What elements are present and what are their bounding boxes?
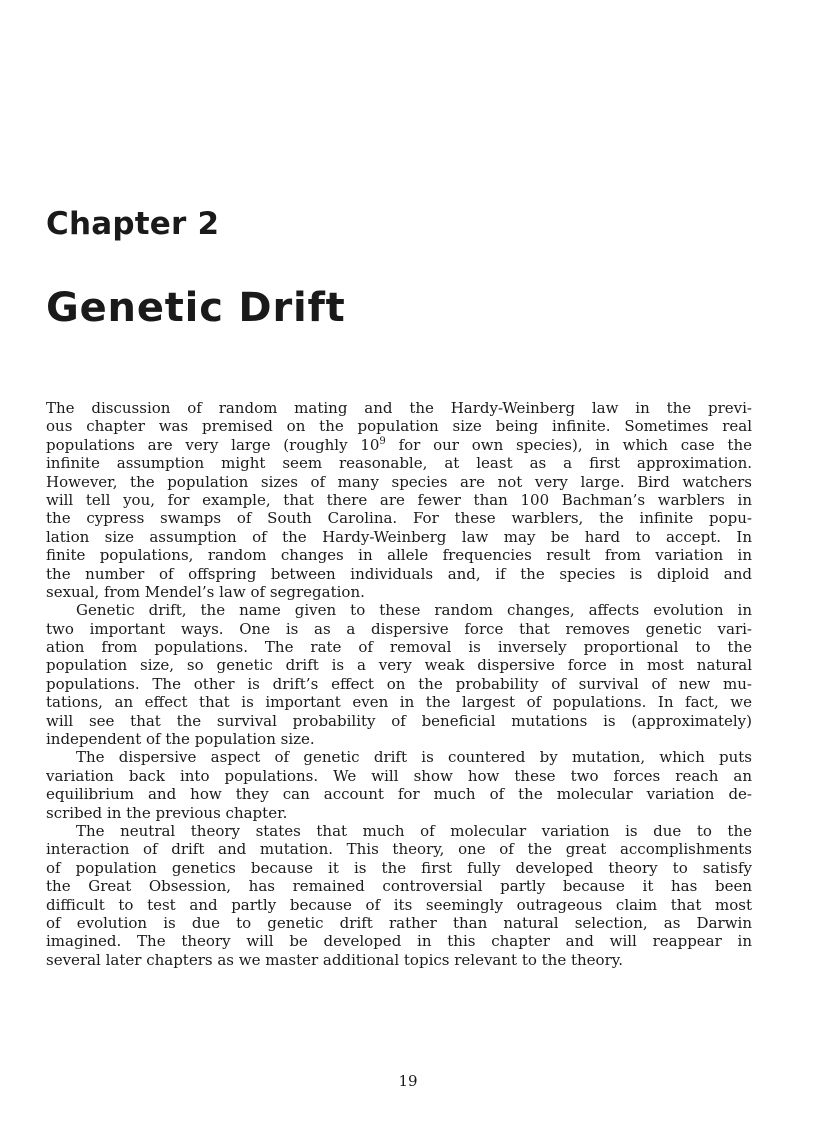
text-line: two important ways. One is as a dispersive force that removes genetic vari- — [46, 619, 752, 638]
paragraph-neutral-theory — [46, 822, 752, 969]
text-fragment: populations are very large (roughly 10 — [46, 435, 380, 454]
text-line: the number of offspring between individuals and, if the species is diploid and — [46, 564, 752, 583]
text-line: several later chapters as we master additional topics relevant to the theory. — [46, 950, 624, 969]
paragraph-intro — [46, 399, 752, 601]
text-line: scribed in the previous chapter. — [46, 803, 288, 822]
text-line: the cypress swamps of South Carolina. For these warblers, the infinite popu- — [46, 509, 752, 528]
paragraph-mutation — [46, 748, 752, 822]
text-line: of population genetics because it is the first fully developed theory to satisfy — [46, 858, 752, 877]
text-line: However, the population sizes of many species are not very large. Bird watchers — [46, 472, 752, 491]
text-line: ous chapter was premised on the population size being infinite. Sometimes real — [46, 417, 752, 436]
text-line — [46, 436, 752, 454]
text-line: imagined. The theory will be developed in this chapter and will reappear in — [46, 932, 752, 951]
text-line: sexual, from Mendel’s law of segregation. — [46, 582, 365, 601]
text-fragment: for our own species), in which case the — [385, 435, 752, 454]
chapter-title: Genetic Drift — [46, 285, 346, 331]
text-line: difficult to test and partly because of its seemingly outrageous claim that most — [46, 895, 752, 914]
text-line: ation from populations. The rate of removal is inversely proportional to the — [46, 638, 752, 657]
text-line: populations. The other is drift’s effect on the probability of survival of new mu- — [46, 674, 752, 693]
text-line: population size, so genetic drift is a very weak dispersive force in most natural — [46, 656, 752, 675]
paragraph-drift-effects — [46, 601, 752, 748]
text-line: will tell you, for example, that there are fewer than 100 Bachman’s warblers in — [46, 490, 752, 509]
text-line: The dispersive aspect of genetic drift is countered by mutation, which puts — [76, 748, 752, 767]
text-line: The discussion of random mating and the Hardy-Weinberg law in the previ- — [46, 399, 752, 417]
exponent: 9 — [379, 435, 386, 447]
page-number: 19 — [398, 1072, 418, 1090]
text-line: independent of the population size. — [46, 730, 315, 749]
text-line: variation back into populations. We will show how these two forces reach an — [46, 766, 752, 785]
chapter-body — [46, 399, 752, 969]
text-line: Genetic drift, the name given to these random changes, affects evolution in — [76, 601, 752, 620]
text-line: equilibrium and how they can account for much of the molecular variation de- — [46, 785, 752, 804]
text-line: infinite assumption might seem reasonable, at least as a first approximation. — [46, 454, 752, 473]
text-line: the Great Obsession, has remained controversial partly because it has been — [46, 877, 752, 896]
text-line: will see that the survival probability of beneficial mutations is (approximately) — [46, 711, 752, 730]
text-line: interaction of drift and mutation. This theory, one of the great accomplishments — [46, 840, 752, 859]
text-line: The neutral theory states that much of molecular variation is due to the — [76, 821, 752, 840]
text-line: lation size assumption of the Hardy-Weinberg law may be hard to accept. In — [46, 527, 752, 546]
text-line: of evolution is due to genetic drift rather than natural selection, as Darwin — [46, 913, 752, 932]
text-line: tations, an effect that is important even in the largest of populations. In fact, we — [46, 693, 752, 712]
text-line: finite populations, random changes in allele frequencies result from variation in — [46, 546, 752, 565]
chapter-label: Chapter 2 — [46, 206, 220, 242]
